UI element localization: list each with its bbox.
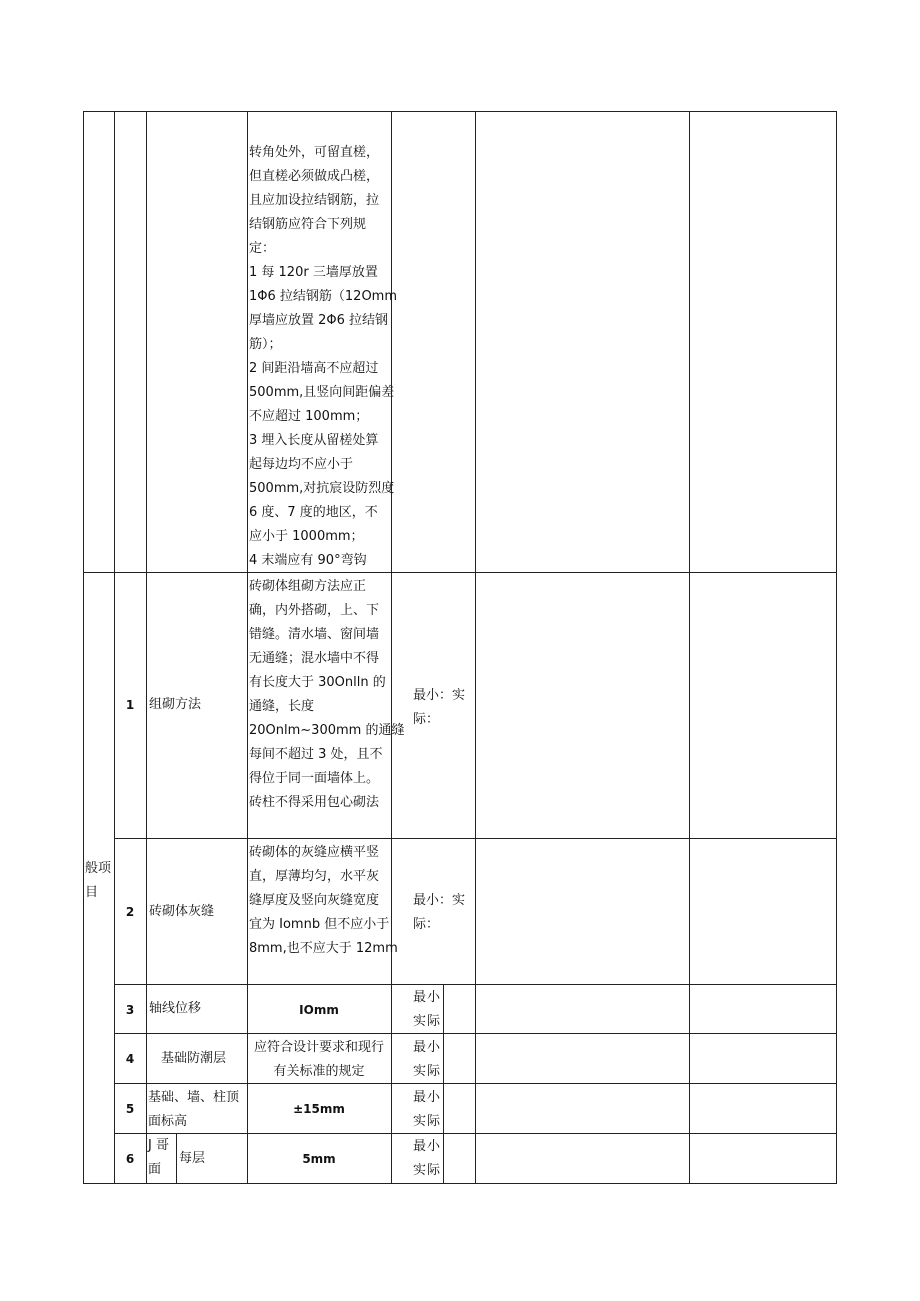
item-subcategory: J 哥 面 [148, 1138, 169, 1177]
check-result: 最小 实际 [413, 1040, 442, 1079]
requirement-value: 5mm [302, 1152, 336, 1166]
item-name: 基础、墙、柱顶 面标高 [148, 1090, 240, 1129]
check-result: 最小：实 际： [413, 893, 466, 932]
table-border-left [83, 111, 84, 1184]
item-name: 基础防潮层 [161, 1051, 227, 1066]
item-name: 组砌方法 [149, 697, 202, 712]
column-divider [146, 111, 147, 1184]
check-result: 最小 实际 [413, 1090, 442, 1129]
requirement-text: 砖砌体组砌方法应正 确，内外搭砌，上、下 错缝。清水墙、窗间墙 无通缝；混水墙中不得 有长度大于 30Onlln 的 通缝，长度 20Onlm~300mm 的通缝 每间不超过 3 处，且不 得位于同一面墙体上。 砖柱不得采用包心砌法 [249, 579, 405, 810]
column-divider [247, 111, 248, 1184]
check-result: 最小 实际 [413, 1139, 442, 1178]
requirement-text: 应符合设计要求和现行 有关标准的规定 [253, 1040, 384, 1079]
requirement-value: IOmm [299, 1003, 339, 1017]
column-divider [689, 111, 690, 1184]
check-result: 最小：实 际： [413, 688, 466, 727]
item-name: 轴线位移 [149, 1001, 202, 1016]
item-number: 1 [125, 698, 135, 712]
item-number: 4 [125, 1052, 135, 1066]
table-border-bottom [83, 1183, 837, 1184]
item-number: 5 [125, 1102, 135, 1116]
requirement-text-continued: 转角处外，可留直槎， 但直槎必须做成凸槎， 且应加设拉结钢筋，拉 结钢筋应符合下列规 定： 1 每 120r 三墙厚放置 1Φ6 拉结钢筋（12Omm 厚墙应放置 2Φ6 拉结钢 筋）； 2 间距沿墙高不应超过 500mm,且竖向间距偏差 不应超过 100mm； 3 埋入长度从留槎处算 起每边均不应小于 500mm,对抗宸设防烈度 6 度、7 度的地区，不 应小于 1000mm； 4 末端应有 90°弯钩 [249, 145, 398, 568]
item-number: 3 [125, 1003, 135, 1017]
section-label: 般项 目 [85, 861, 112, 900]
column-divider [475, 111, 476, 1184]
column-divider [443, 984, 444, 1184]
check-result: 最小 实际 [413, 990, 442, 1029]
item-number: 6 [125, 1152, 135, 1166]
table-border-top [83, 111, 837, 112]
item-name: 每层 [179, 1151, 206, 1166]
requirement-text: 砖砌体的灰缝应横平竖 直，厚薄均匀，水平灰 缝厚度及竖向灰缝宽度 宜为 Iomnb 但不应小于 8mm,也不应大于 12mm [249, 845, 398, 956]
requirement-value: ±15mm [293, 1102, 345, 1116]
item-name: 砖砌体灰缝 [149, 904, 215, 919]
row-divider [83, 572, 837, 573]
column-divider [114, 111, 115, 1184]
column-divider [176, 1133, 177, 1184]
item-number: 2 [125, 905, 135, 919]
table-border-right [836, 111, 837, 1184]
